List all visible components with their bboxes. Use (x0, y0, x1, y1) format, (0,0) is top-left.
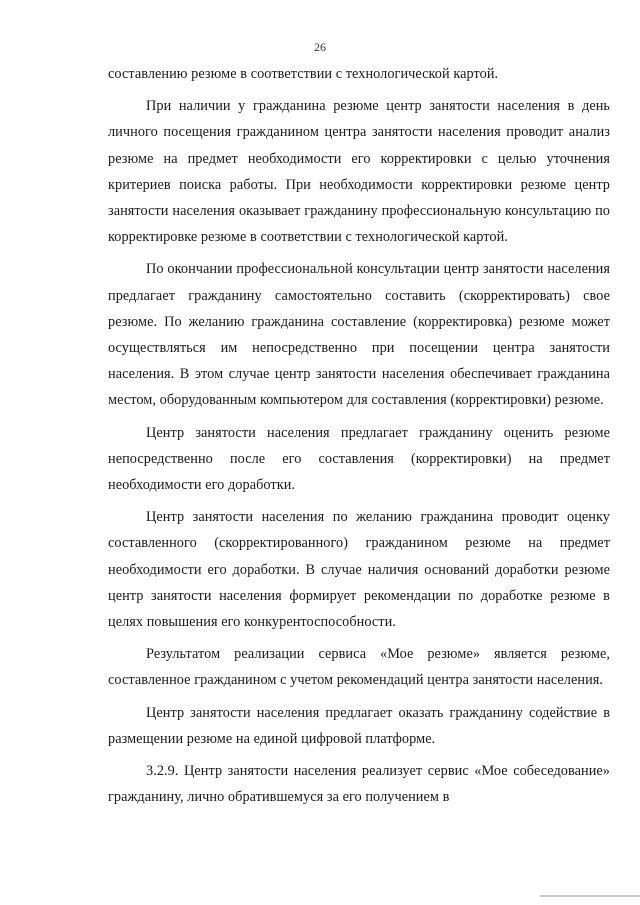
paragraph-consultation-end: По окончании профессиональной консультации центр занятости населения предлагает гражданину самостоятельно составить (скорректировать) свое резюме. По желанию гражданина составление (корректировка) резюме может осуществляться им непосредственно при посещении центра занятости населения. В этом случае центр занятости населения обеспечивает гражданина местом, оборудованным компьютером для составления (корректировки) резюме. (108, 261, 610, 409)
paragraph-digital-platform: Центр занятости населения предлагает оказать гражданину содействие в размещении резюме на единой цифровой платформе. (108, 704, 610, 747)
page-number: 26 (314, 40, 326, 54)
paragraph-section-3-2-9: 3.2.9. Центр занятости населения реализует сервис «Мое собеседование» гражданину, лично обратившемуся за его получением в (108, 763, 610, 806)
paragraph-resume-evaluation: Центр занятости населения предлагает гражданину оценить резюме непосредственно после его составления (корректировки) на предмет необходимости его доработки. (108, 424, 610, 494)
document-body (108, 61, 610, 816)
paragraph-continuation: составлению резюме в соответствии с технологической картой. (108, 66, 499, 82)
paragraph-resume-analysis: При наличии у гражданина резюме центр занятости населения в день личного посещения гражданином центра занятости населения проводит анализ резюме на предмет необходимости его корректировки с целью уточнения критериев поиска работы. При необходимости корректировки резюме центр занятости населения оказывает гражданину профессиональную консультацию по корректировке резюме в соответствии с технологической картой. (108, 98, 610, 246)
paragraph-service-result: Результатом реализации сервиса «Мое резюме» является резюме, составленное гражданином с учетом рекомендаций центра занятости населения. (108, 646, 610, 689)
scan-edge-mark (540, 895, 640, 897)
paragraph-resume-assessment: Центр занятости населения по желанию гражданина проводит оценку составленного (скорректированного) гражданином резюме на предмет необходимости его доработки. В случае наличия оснований доработки резюме центр занятости населения формирует рекомендации по доработке резюме в целях повышения его конкурентоспособности. (108, 509, 610, 631)
